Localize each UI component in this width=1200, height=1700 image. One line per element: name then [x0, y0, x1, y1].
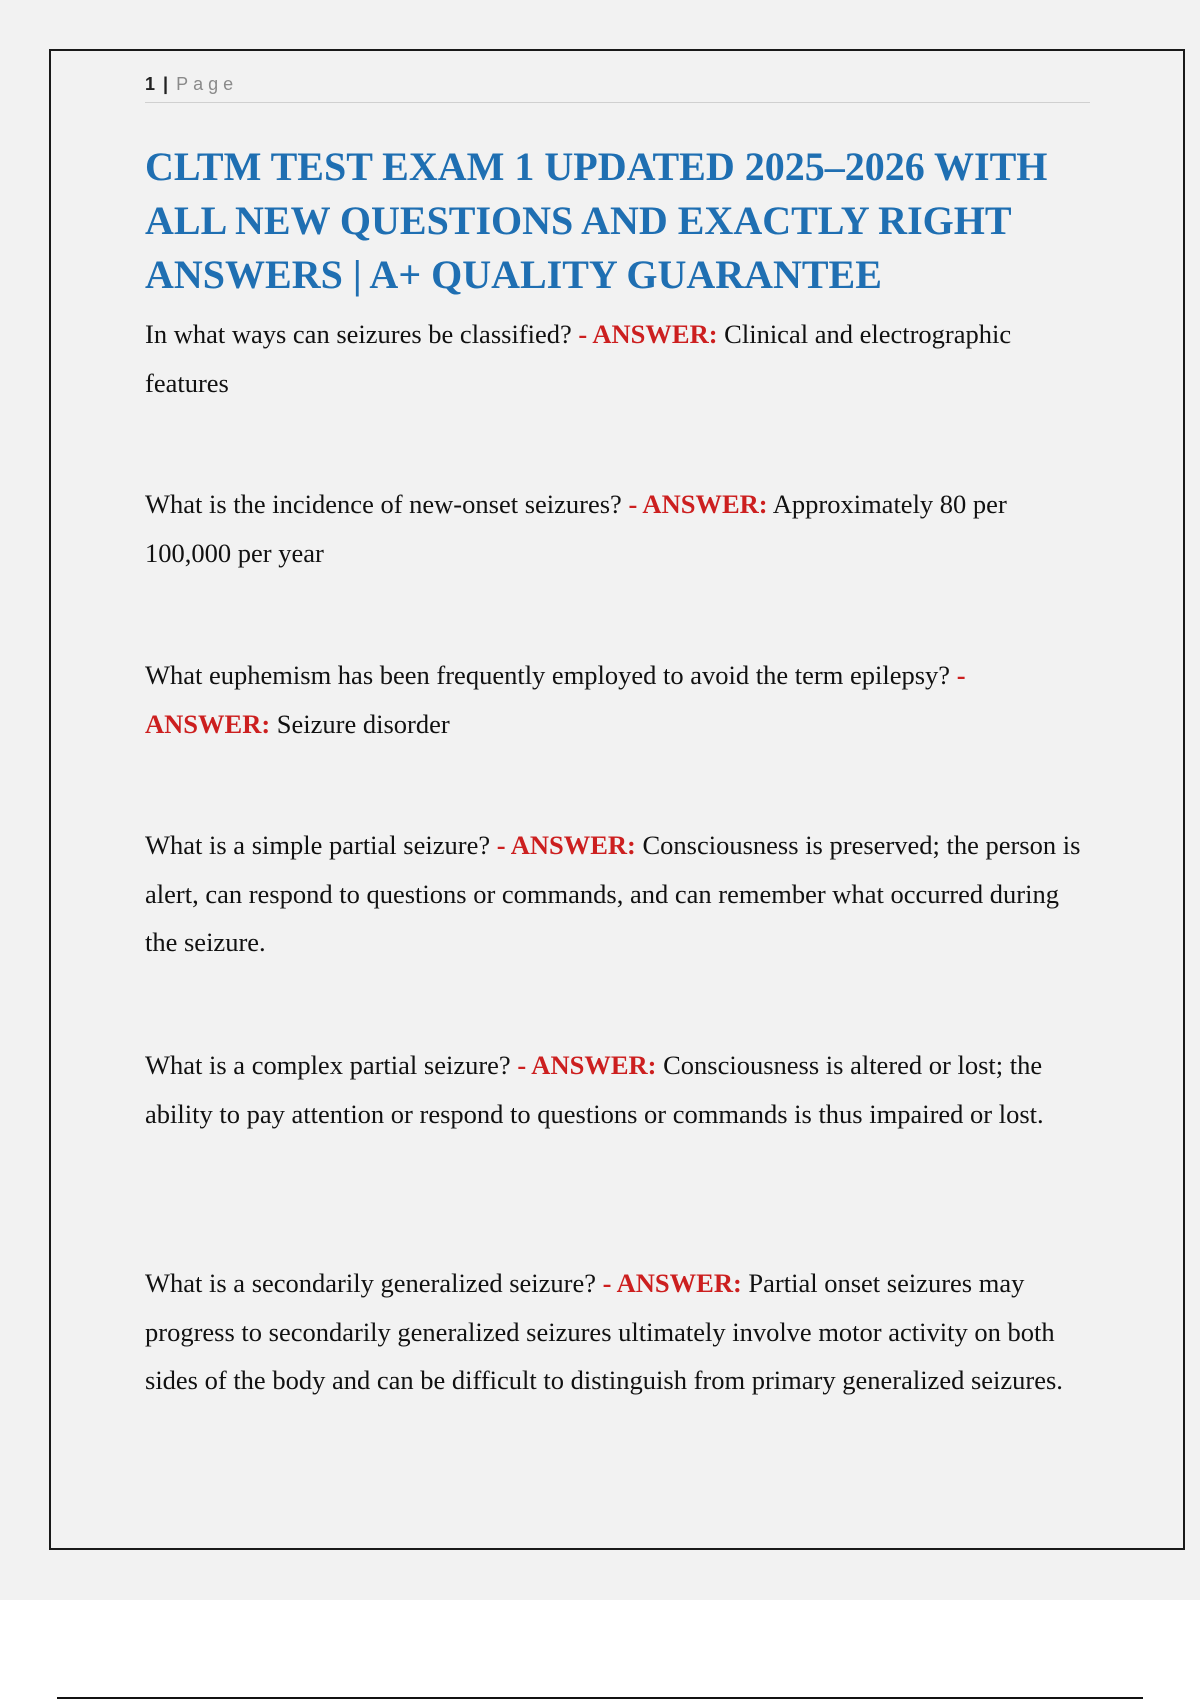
answer-label: - ANSWER:: [517, 1050, 657, 1080]
footer-rule: [57, 1697, 1143, 1699]
answer-label: - ANSWER:: [628, 489, 768, 519]
question-text: What is a complex partial seizure?: [145, 1050, 518, 1080]
document-title: CLTM TEST EXAM 1 UPDATED 2025–2026 WITH ALL NEW QUESTIONS AND EXACTLY RIGHT ANSWERS | A+ QUALITY GUARANTEE: [145, 144, 1048, 297]
page-header: [145, 72, 1090, 103]
answer-label: - ANSWER:: [145, 660, 966, 739]
qa-item: [145, 1041, 1090, 1138]
answer-text: Approximately 80 per 100,000 per year: [145, 489, 1007, 568]
question-text: In what ways can seizures be classified?: [145, 319, 579, 349]
answer-text: Clinical and electrographic features: [145, 319, 1012, 398]
answer-text: Consciousness is altered or lost; the ability to pay attention or respond to questions or commands is thus impaired or lost.: [145, 1050, 1044, 1129]
question-text: What euphemism has been frequently employed to avoid the term epilepsy?: [145, 660, 957, 690]
qa-item: [145, 821, 1090, 967]
answer-text: Partial onset seizures may progress to secondarily generalized seizures ultimately involve motor activity on both sides of the body and can be difficult to distinguish from primary generalized seizures.: [145, 1268, 1063, 1395]
question-text: What is a simple partial seizure?: [145, 830, 497, 860]
page-number: 1: [145, 74, 156, 94]
answer-label: - ANSWER:: [496, 830, 636, 860]
qa-item: [145, 480, 1090, 577]
qa-item: [145, 651, 1090, 748]
page-separator: |: [163, 74, 169, 94]
answer-label: - ANSWER:: [578, 319, 718, 349]
answer-text: Consciousness is preserved; the person is alert, can respond to questions or commands, and can remember what occurred during the seizure.: [145, 830, 1081, 957]
qa-item: [145, 310, 1090, 407]
page-label: Page: [176, 74, 239, 94]
answer-text: Seizure disorder: [270, 708, 450, 739]
answer-label: - ANSWER:: [602, 1268, 742, 1298]
question-text: What is the incidence of new-onset seizures?: [145, 489, 629, 519]
question-text: What is a secondarily generalized seizure?: [145, 1268, 603, 1298]
qa-item: [145, 1259, 1090, 1405]
